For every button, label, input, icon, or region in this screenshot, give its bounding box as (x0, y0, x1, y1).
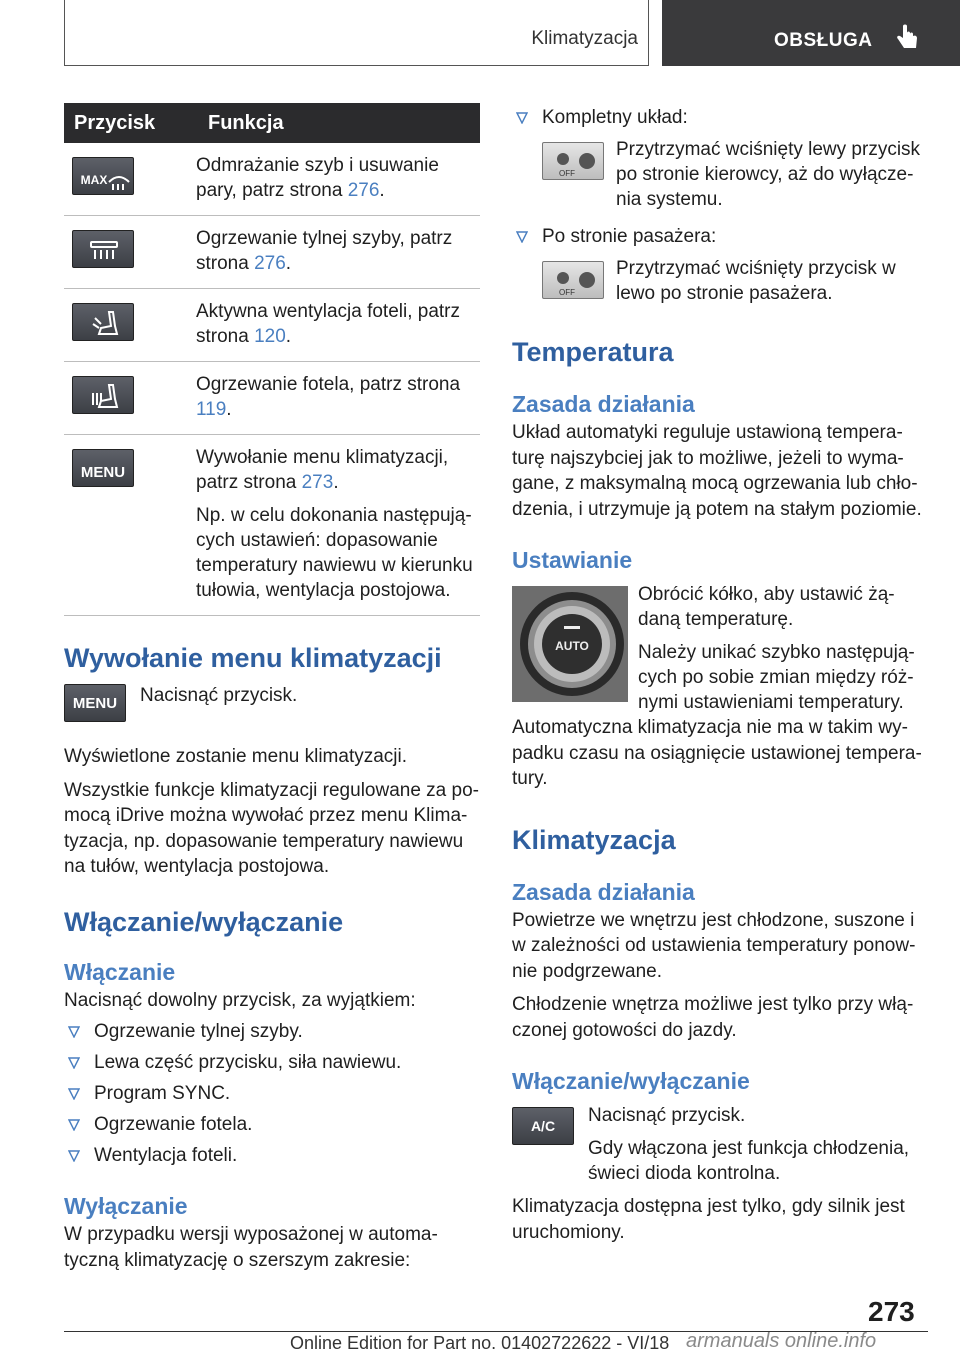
fan-off-text-2: Przytrzymać wciśnięty przycisk w lewo po stronie pasażera. (616, 258, 896, 304)
menu-button-row (64, 682, 480, 728)
page-ref-link[interactable]: 273 (301, 472, 334, 493)
list-item: Ogrzewanie tylnej szyby. (64, 1019, 480, 1044)
ac-p2: Chłodzenie wnętrza możliwe jest tylko przy włączonej gotowości do jazdy. (512, 994, 914, 1041)
bullet-triangle-icon (68, 1057, 80, 1069)
bullet-triangle-icon (68, 1026, 80, 1038)
ac-p1: Powietrze we wnętrzu jest chłodzone, suszone i w zależności od ustawienia temperatury ponownie podgrzewane. (512, 909, 916, 982)
table-header-function: Funkcja (186, 103, 480, 143)
set-title: Ustawianie (512, 547, 633, 573)
ac-button-row (512, 1103, 926, 1186)
footer-edition: Online Edition for Part no. 01402722622 - VI/18 (290, 1333, 670, 1353)
table-row: Ogrzewanie tylnej szyby, patrz strona 276. (64, 216, 480, 289)
svg-text:OFF: OFF (559, 169, 575, 178)
on-text: Nacisnąć dowolny przycisk, za wyjątkiem: (64, 989, 416, 1011)
ac-p3a: Gdy włączona jest funkcja chłodzenia, świeci dioda kontrolna. (588, 1138, 910, 1184)
ac-btn-text: Nacisnąć przycisk. (588, 1105, 746, 1126)
page-ref-link[interactable]: 276 (254, 253, 286, 274)
ac-title: Klimatyzacja (512, 824, 676, 855)
on-title: Włączanie (64, 958, 176, 985)
fan-off-icon (542, 142, 604, 180)
right-column (512, 103, 926, 1245)
set-p3: Automatyczna klimatyzacja nie ma w takim wypadku czasu na osiągnięcie ustawionej temperatury. (512, 717, 922, 789)
bullet-triangle-icon (516, 112, 528, 124)
footer-watermark: armanuals online.info (686, 1330, 877, 1352)
hand-pointer-icon (894, 24, 920, 52)
table-row: MENU Wywołanie menu klimatyzacji, patrz strona 273. Np. w celu dokonania następujących ustawień: dopasowanie temperatury nawiewu w kierunku tułowia, wentylacja postojowa. (64, 435, 480, 616)
temp-principle-title: Zasada działania (512, 391, 695, 417)
defrost-max-icon: MAX (72, 157, 134, 195)
bullet-triangle-icon (68, 1119, 80, 1131)
list-item: Po stronie pasażera: (512, 224, 926, 249)
list-item: Program SYNC. (64, 1081, 480, 1106)
list-item: Kompletny układ: (512, 103, 926, 130)
seat-heating-icon (72, 376, 134, 414)
left-column (64, 103, 480, 1273)
menu-button-icon: MENU (64, 684, 126, 722)
fan-off-row-passenger (512, 256, 926, 306)
menu-p2: Wszystkie funkcje klimatyzacji regulowane za pomocą iDrive można wywołać przez menu Klimatyzacja, np. dopasowanie temperatury nawiewu na tułów, wentylacja postojowa. (64, 779, 479, 877)
menu-p1: Wyświetlone zostanie menu klimatyzacji. (64, 746, 408, 767)
page-ref-link[interactable]: 276 (347, 180, 380, 201)
fan-off-icon (542, 261, 604, 299)
table-header-button: Przycisk (64, 103, 186, 143)
ac-p4: Klimatyzacja dostępna jest tylko, gdy silnik jest uruchomiony. (512, 1196, 905, 1243)
chapter-title: OBSŁUGA (774, 30, 873, 51)
table-row: Ogrzewanie fotela, patrz strona 119. (64, 362, 480, 435)
menu-row-extra: Np. w celu dokonania następujących ustawień: dopasowanie temperatury nawiewu w kierunku tułowia, wentylacja postojowa. (196, 505, 473, 601)
seat-ventilation-icon (72, 303, 134, 341)
ac-button-icon: A/C (512, 1107, 574, 1145)
set-p2: Należy unikać szybko następujących po sobie zmian między różnymi ustawieniami temperatury. (638, 642, 915, 713)
onoff-title: Włączanie/wyłączanie (64, 906, 344, 937)
on-list (64, 1019, 480, 1168)
button-function-table (64, 103, 480, 616)
temp-principle-text: Układ automatyki reguluje ustawioną temperaturę najszybciej jak to możliwe, jeżeli to wymagane, z maksymalną mocą ogrzewania lub chłodzenia, i utrzymuje ją potem na stałym poziomie. (512, 422, 922, 520)
table-row: Aktywna wentylacja foteli, patrz strona 120. (64, 289, 480, 362)
menu-button-text: Nacisnąć przycisk. (140, 685, 298, 706)
bullet-triangle-icon (68, 1088, 80, 1100)
table-row: MAX Odmrażanie szyb i usuwanie pary, patrz strona 276. (64, 143, 480, 216)
list-item: Wentylacja foteli. (64, 1143, 480, 1168)
chapter-tab (662, 0, 960, 66)
section-title: Klimatyzacja (531, 28, 638, 49)
ac-principle-title: Zasada działania (512, 878, 695, 905)
fan-off-text-1: Przytrzymać wciśnięty lewy przycisk po stronie kierowcy, aż do wyłączenia systemu. (616, 139, 921, 210)
svg-text:AUTO: AUTO (555, 639, 589, 653)
menu-section-title: Wywołanie menu klimatyzacji (64, 643, 442, 673)
page-ref-link[interactable]: 119 (196, 399, 227, 420)
ac-onoff-title: Włączanie/wyłączanie (512, 1068, 750, 1094)
svg-text:OFF: OFF (559, 288, 575, 297)
list-item: Lewa część przycisku, siła nawiewu. (64, 1050, 480, 1075)
header-section-box (64, 0, 649, 66)
off-text: W przypadku wersji wyposażonej w automatyczną klimatyzację o szerszym zakresie: (64, 1224, 438, 1271)
rear-window-heating-icon (72, 230, 134, 268)
bullet-triangle-icon (516, 231, 528, 243)
temperature-knob-icon (512, 586, 628, 702)
set-p1: Obrócić kółko, aby ustawić żądaną temperaturę. (638, 584, 895, 630)
set-block (512, 582, 926, 715)
bullet-triangle-icon (68, 1150, 80, 1162)
page-number: 273 (868, 1296, 915, 1327)
fan-off-row-driver (512, 137, 926, 212)
temperature-title: Temperatura (512, 337, 674, 367)
list-item: Ogrzewanie fotela. (64, 1112, 480, 1137)
off-title: Wyłączanie (64, 1193, 188, 1219)
menu-button-icon: MENU (72, 449, 134, 487)
page-ref-link[interactable]: 120 (254, 326, 286, 347)
